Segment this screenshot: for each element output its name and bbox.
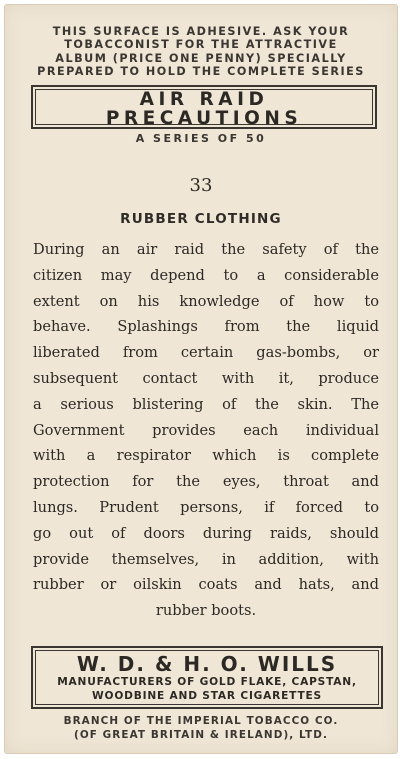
description-line: behave. Splashings from the liquid: [33, 318, 379, 336]
description-line: provide themselves, in addition, with: [33, 550, 379, 568]
branch-line-1: BRANCH OF THE IMPERIAL TOBACCO CO.: [63, 715, 339, 727]
series-title-box: [31, 85, 377, 129]
manufacturer-products-line-2: WOODBINE AND STAR CIGARETTES: [92, 690, 322, 702]
series-title-line-2: PRECAUTIONS: [105, 108, 303, 129]
description-line: During an air raid the safety of the: [33, 241, 379, 258]
manufacturer-name: W. D. & H. O. WILLS: [76, 652, 338, 676]
description-line: rubber or oilskin coats and hats, and: [33, 576, 379, 594]
description-line: extent on his knowledge of how to: [33, 292, 379, 310]
manufacturer-products-line-1: MANUFACTURERS OF GOLD FLAKE, CAPSTAN,: [57, 676, 357, 688]
notice-line: ALBUM (PRICE ONE PENNY) SPECIALLY: [55, 51, 347, 65]
description-line: liberated from certain gas-bombs, or: [33, 344, 379, 362]
description-line: lungs. Prudent persons, if forced to: [33, 498, 379, 516]
manufacturer-box: [31, 646, 383, 709]
card-description: [33, 237, 379, 624]
series-count: A SERIES OF 50: [135, 132, 267, 145]
card-subject: RUBBER CLOTHING: [120, 211, 282, 227]
notice-line: PREPARED TO HOLD THE COMPLETE SERIES: [37, 65, 365, 79]
description-line: subsequent contact with it, produce: [33, 369, 379, 387]
description-line: protection for the eyes, throat and: [33, 473, 379, 491]
notice-line: TOBACCONIST FOR THE ATTRACTIVE: [64, 38, 338, 52]
adhesive-notice: [15, 25, 387, 79]
description-line: with a respirator which is complete: [33, 447, 379, 465]
description-line: Government provides each individual: [33, 421, 379, 439]
description-line: rubber boots.: [155, 602, 257, 620]
description-line: go out of doors during raids, should: [33, 524, 379, 542]
series-title-line-1: AIR RAID: [139, 89, 269, 110]
branch-notice: [5, 714, 397, 742]
branch-line-2: (OF GREAT BRITAIN & IRELAND), LTD.: [73, 729, 329, 741]
notice-line: THIS SURFACE IS ADHESIVE. ASK YOUR: [52, 25, 350, 38]
description-line: a serious blistering of the skin. The: [33, 395, 379, 413]
card-number: 33: [189, 175, 213, 196]
description-line: citizen may depend to a considerable: [33, 266, 379, 284]
cigarette-card-back: [4, 4, 398, 754]
